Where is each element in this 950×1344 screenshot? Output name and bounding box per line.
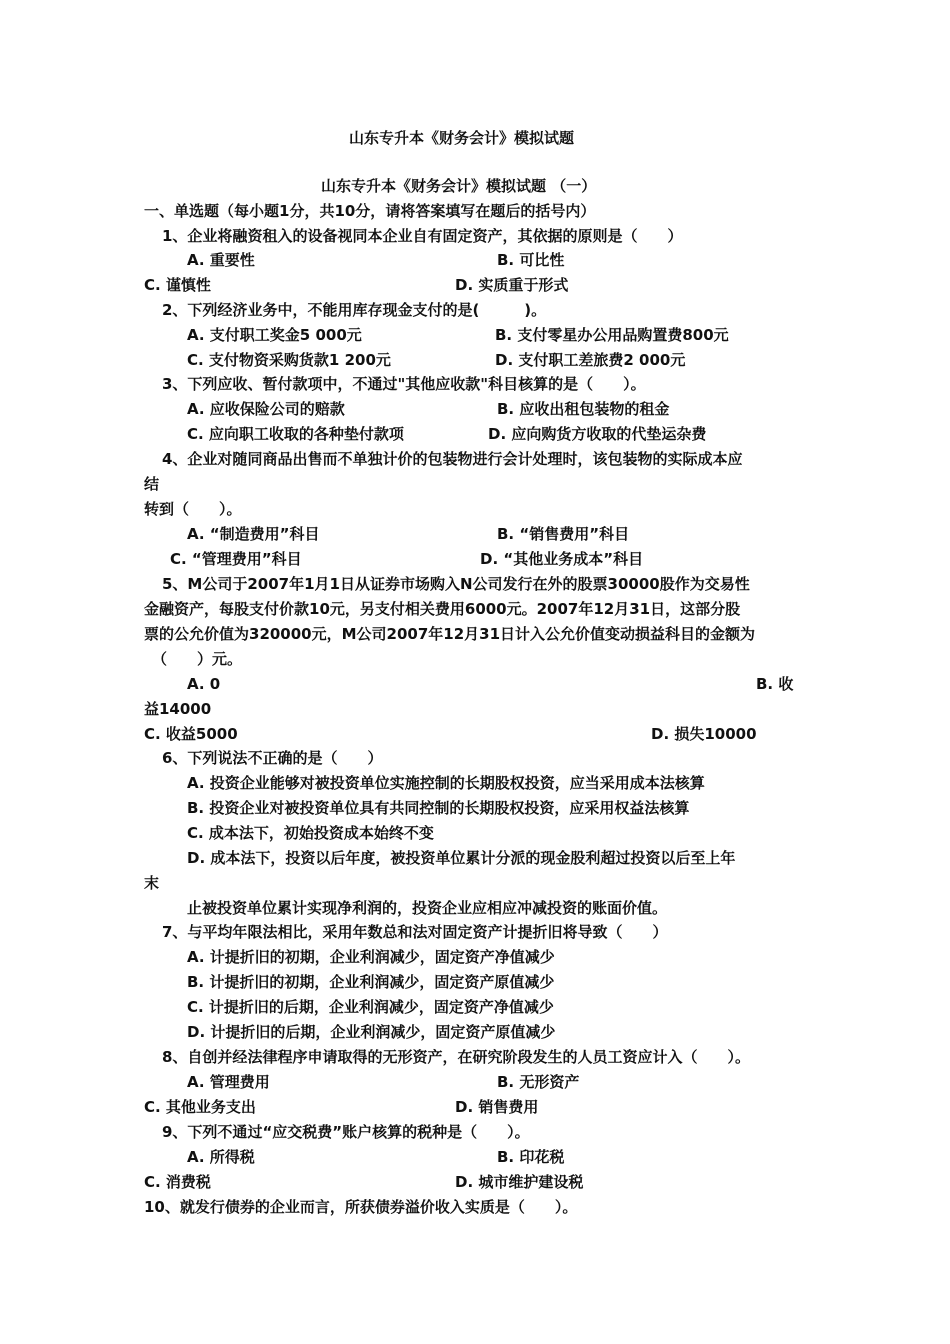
question-9-option-a: A. 所得税 <box>187 1148 255 1166</box>
question-6-option-d-line2: 末 <box>144 874 160 892</box>
question-4-option-c: C. “管理费用”科目 <box>170 550 302 568</box>
question-3-stem: 3、下列应收、暂付款项中，不通过"其他应收款"科目核算的是（ ）。 <box>162 375 646 393</box>
question-5-stem-line3: 票的公允价值为320000元，M公司2007年12月31日计入公允价值变动损益科目的金额为 <box>144 625 756 643</box>
question-1-option-d: D. 实质重于形式 <box>455 276 569 294</box>
question-4-option-b: B. “销售费用”科目 <box>497 525 630 543</box>
question-8-option-d: D. 销售费用 <box>455 1098 539 1116</box>
question-1-stem: 1、企业将融资租入的设备视同本企业自有固定资产，其依据的原则是（ ） <box>162 227 683 245</box>
question-4-stem-line3: 转到（ ）。 <box>144 500 242 518</box>
question-5-stem-line1: 5、M公司于2007年1月1日从证券市场购入N公司发行在外的股票30000股作为交易性 <box>162 575 750 593</box>
question-8-stem: 8、自创并经法律程序申请取得的无形资产，在研究阶段发生的人员工资应计入（ ）。 <box>162 1048 750 1066</box>
question-1-option-c: C. 谨慎性 <box>144 276 211 294</box>
question-3-option-a: A. 应收保险公司的赔款 <box>187 400 345 418</box>
question-2-option-c: C. 支付物资采购货款1 200元 <box>187 351 391 369</box>
question-5-option-b-part2: 益14000 <box>144 700 212 718</box>
question-7-option-d: D. 计提折旧的后期，企业利润减少，固定资产原值减少 <box>187 1023 556 1041</box>
exam-title: 山东专升本《财务会计》模拟试题 （一） <box>321 177 597 195</box>
question-8-option-a: A. 管理费用 <box>187 1073 270 1091</box>
question-1-option-b: B. 可比性 <box>497 251 565 269</box>
question-9-option-d: D. 城市维护建设税 <box>455 1173 584 1191</box>
question-6-option-c: C. 成本法下，初始投资成本始终不变 <box>187 824 434 842</box>
question-5-stem-line4: （ ）元。 <box>152 650 243 668</box>
question-2-option-a: A. 支付职工奖金5 000元 <box>187 326 362 344</box>
question-4-option-d: D. “其他业务成本”科目 <box>480 550 644 568</box>
question-4-stem-line1: 4、企业对随同商品出售而不单独计价的包装物进行会计处理时，该包装物的实际成本应 <box>162 450 743 468</box>
question-6-option-d-line1: D. 成本法下，投资以后年度，被投资单位累计分派的现金股利超过投资以后至上年 <box>187 849 736 867</box>
question-7-option-c: C. 计提折旧的后期，企业利润减少，固定资产净值减少 <box>187 998 554 1016</box>
question-3-option-b: B. 应收出租包装物的租金 <box>497 400 670 418</box>
question-6-option-a: A. 投资企业能够对被投资单位实施控制的长期股权投资，应当采用成本法核算 <box>187 774 705 792</box>
question-5-option-a: A. 0 <box>187 675 221 693</box>
question-7-option-a: A. 计提折旧的初期，企业利润减少，固定资产净值减少 <box>187 948 555 966</box>
question-4-option-a: A. “制造费用”科目 <box>187 525 320 543</box>
question-3-option-c: C. 应向职工收取的各种垫付款项 <box>187 425 404 443</box>
question-10-stem: 10、就发行债券的企业而言，所获债券溢价收入实质是（ ）。 <box>144 1198 578 1216</box>
question-3-option-d: D. 应向购货方收取的代垫运杂费 <box>488 425 707 443</box>
question-2-option-d: D. 支付职工差旅费2 000元 <box>495 351 686 369</box>
question-5-stem-line2: 金融资产，每股支付价款10元，另支付相关费用6000元。2007年12月31日，这部分股 <box>144 600 741 618</box>
question-7-stem: 7、与平均年限法相比，采用年数总和法对固定资产计提折旧将导致（ ） <box>162 923 668 941</box>
question-6-stem: 6、下列说法不正确的是（ ） <box>162 749 383 767</box>
question-2-stem: 2、下列经济业务中，不能用库存现金支付的是( )。 <box>162 301 547 319</box>
question-9-option-c: C. 消费税 <box>144 1173 211 1191</box>
question-9-option-b: B. 印花税 <box>497 1148 565 1166</box>
question-8-option-b: B. 无形资产 <box>497 1073 580 1091</box>
section-heading: 一、单选题（每小题1分，共10分，请将答案填写在题后的括号内） <box>144 202 596 220</box>
question-2-option-b: B. 支付零星办公用品购置费800元 <box>495 326 729 344</box>
question-5-option-c: C. 收益5000 <box>144 725 238 743</box>
question-7-option-b: B. 计提折旧的初期，企业利润减少，固定资产原值减少 <box>187 973 555 991</box>
question-4-stem-line2: 结 <box>144 475 160 493</box>
question-9-stem: 9、下列不通过“应交税费”账户核算的税种是（ ）。 <box>162 1123 530 1141</box>
question-6-option-d-line3: 止被投资单位累计实现净利润的，投资企业应相应冲减投资的账面价值。 <box>187 899 668 917</box>
question-6-option-b: B. 投资企业对被投资单位具有共同控制的长期股权投资，应采用权益法核算 <box>187 799 690 817</box>
question-1-option-a: A. 重要性 <box>187 251 255 269</box>
question-5-option-b-part1: B. 收 <box>756 675 794 693</box>
question-5-option-d: D. 损失10000 <box>651 725 757 743</box>
question-8-option-c: C. 其他业务支出 <box>144 1098 256 1116</box>
document-title: 山东专升本《财务会计》模拟试题 <box>349 129 575 147</box>
